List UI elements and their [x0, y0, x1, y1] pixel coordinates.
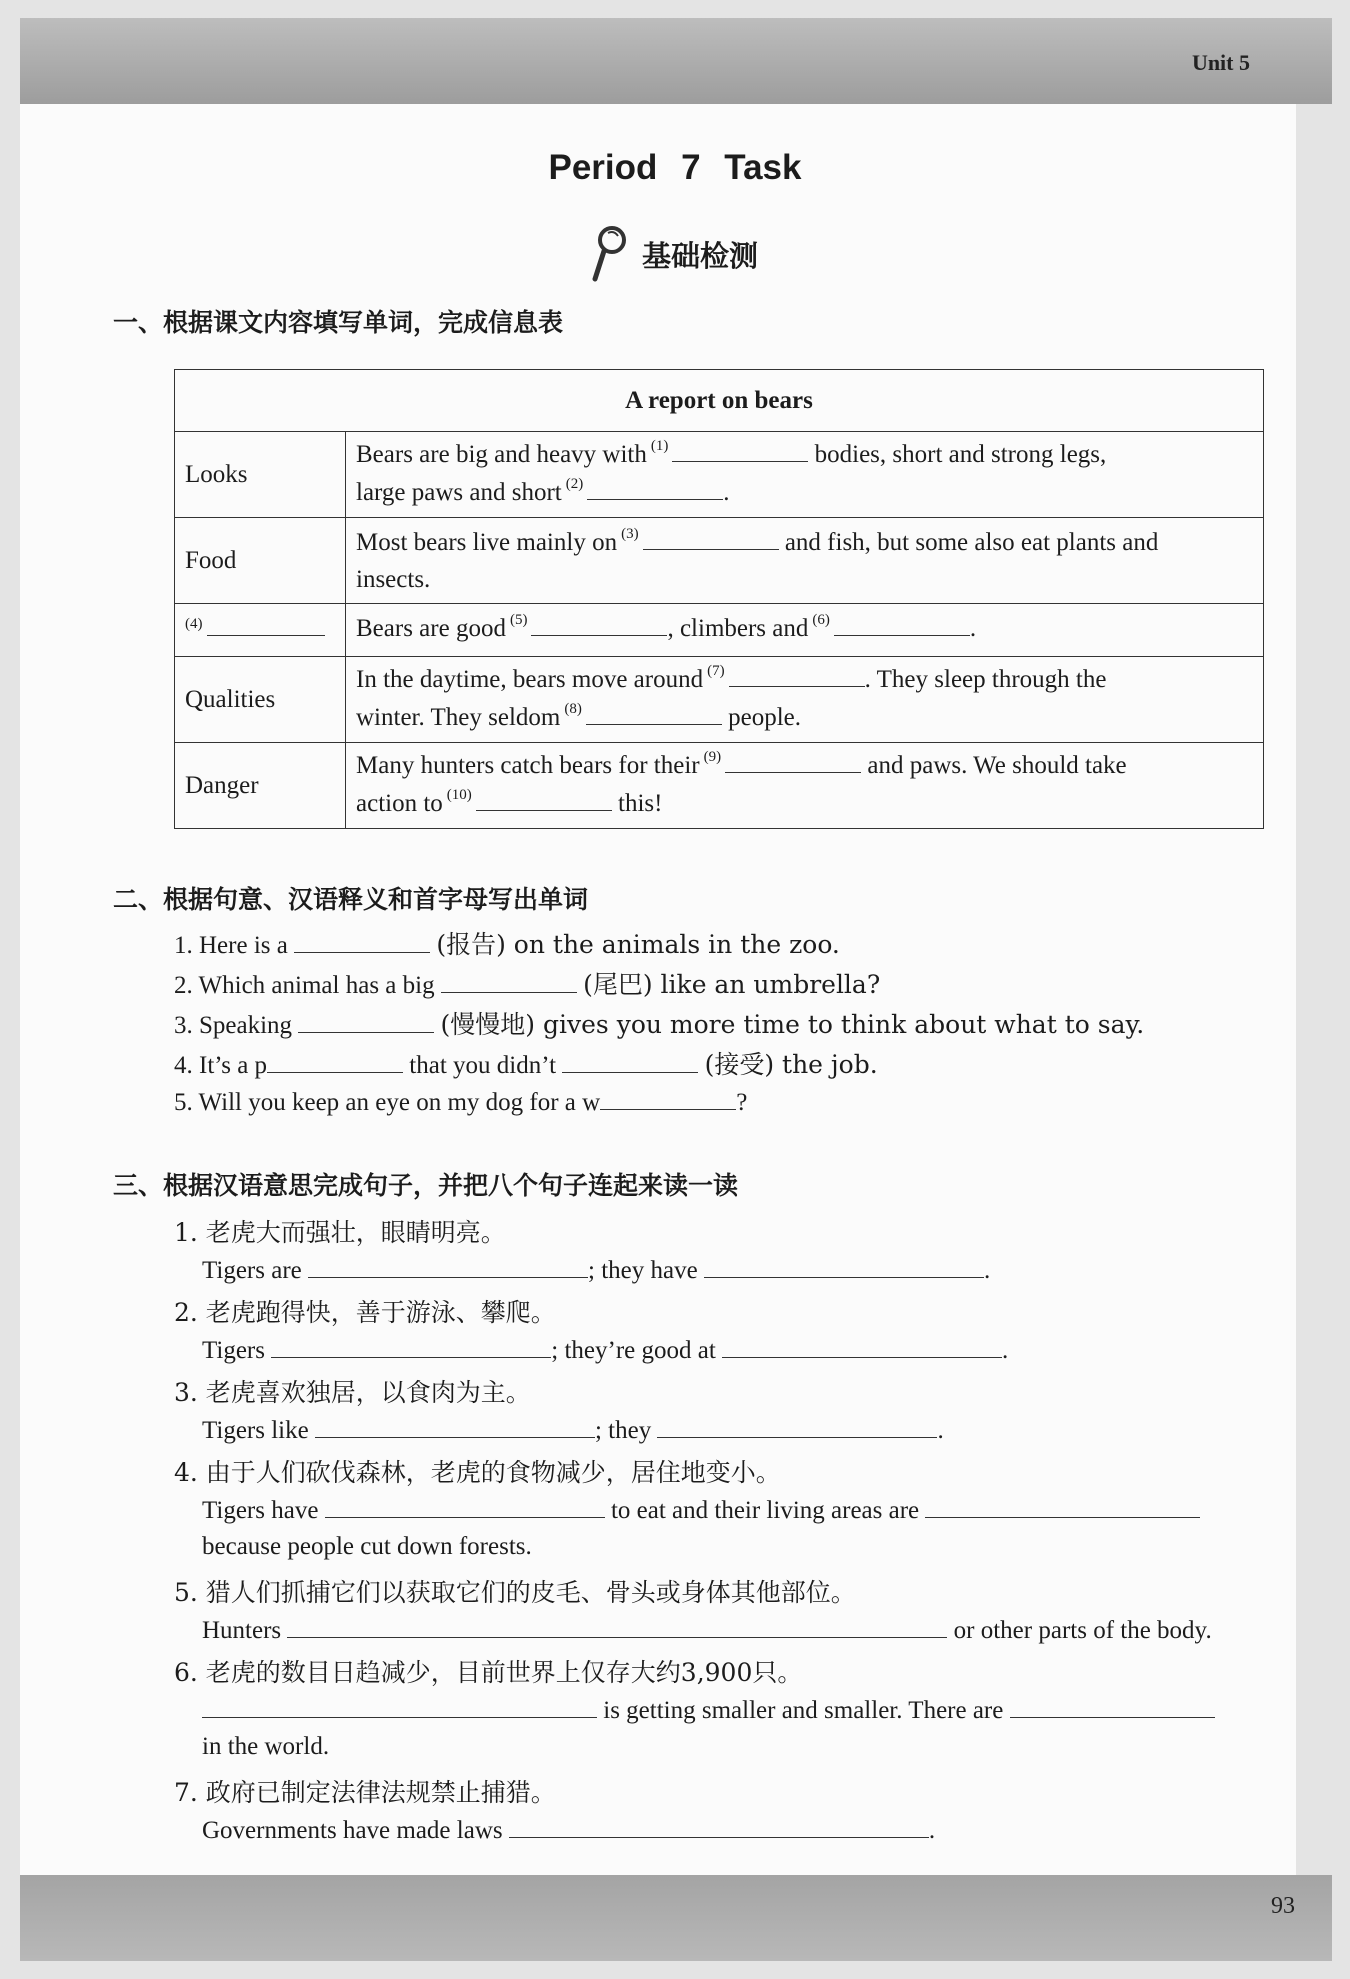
- row-content: Bears are good $^{(5)}$ , climbers and $^{(6)}$ .: [346, 604, 1264, 657]
- section1-heading: 一、根据课文内容填写单词，完成信息表: [113, 308, 564, 337]
- sentence-en: Tigers ; they’re good at .: [202, 1333, 1008, 1365]
- answer-blank[interactable]: [722, 1333, 1002, 1358]
- row-label: Qualities: [175, 657, 346, 743]
- sentence-en-cont: because people cut down forests.: [202, 1533, 532, 1560]
- row-label: (4): [175, 604, 346, 657]
- row-label: Food: [175, 518, 346, 604]
- sentence-en: Hunters or other parts of the body.: [202, 1613, 1212, 1645]
- answer-blank[interactable]: [562, 1048, 698, 1073]
- answer-blank[interactable]: [657, 1413, 937, 1438]
- answer-blank[interactable]: [925, 1493, 1200, 1518]
- table-header-row: [175, 370, 1264, 432]
- sentence-en-cont: in the world.: [202, 1733, 330, 1760]
- answer-blank[interactable]: [729, 662, 865, 687]
- page-number: 93: [1271, 1893, 1295, 1919]
- sentence-cn: 5. 猎人们抓捕它们以获取它们的皮毛、骨头或身体其他部位。: [174, 1578, 856, 1607]
- page-title: Period 7 Task: [548, 148, 802, 187]
- row-content: Many hunters catch bears for their $^{(9)}$ and paws. We should take action to $^{(10)}$ this!: [346, 743, 1264, 829]
- sentence-cn: 6. 老虎的数目日趋减少，目前世界上仅存大约3,900只。: [174, 1658, 803, 1687]
- answer-blank[interactable]: [704, 1253, 984, 1278]
- sentence-en: is getting smaller and smaller. There are: [202, 1693, 1215, 1725]
- answer-blank[interactable]: [725, 748, 861, 773]
- answer-blank[interactable]: [531, 611, 667, 636]
- answer-blank[interactable]: [207, 611, 325, 636]
- row-content: Bears are big and heavy with $^{(1)}$ bodies, short and strong legs, large paws and short $^{(2)}$ .: [346, 432, 1264, 518]
- answer-blank[interactable]: [202, 1693, 597, 1718]
- answer-blank[interactable]: [325, 1493, 605, 1518]
- table-row: [175, 657, 1264, 743]
- list-item: 1. Here is a (报告) on the animals in the zoo.: [174, 930, 840, 959]
- table-row: [175, 432, 1264, 518]
- row-label: Danger: [175, 743, 346, 829]
- table-row: [175, 743, 1264, 829]
- answer-blank[interactable]: [586, 700, 722, 725]
- unit-label: Unit 5: [1191, 50, 1250, 75]
- answer-blank[interactable]: [643, 525, 779, 550]
- table-title: A report on bears: [175, 370, 1264, 432]
- section-banner: [590, 224, 758, 284]
- sentence-cn: 4. 由于人们砍伐森林，老虎的食物减少，居住地变小。: [174, 1458, 781, 1487]
- answer-blank[interactable]: [476, 786, 612, 811]
- answer-blank[interactable]: [308, 1253, 588, 1278]
- top-scan-band: [20, 18, 1332, 104]
- list-item: 2. Which animal has a big (尾巴) like an umbrella?: [174, 970, 881, 999]
- answer-blank[interactable]: [1010, 1693, 1215, 1718]
- answer-blank[interactable]: [587, 475, 723, 500]
- sentence-en: Tigers like ; they .: [202, 1413, 944, 1445]
- row-label: Looks: [175, 432, 346, 518]
- answer-blank[interactable]: [298, 1008, 434, 1033]
- list-item: 3. Speaking (慢慢地) gives you more time to think about what to say.: [174, 1010, 1145, 1039]
- table-row: [175, 518, 1264, 604]
- sentence-en: Tigers are ; they have .: [202, 1253, 990, 1285]
- sentence-en: Governments have made laws .: [202, 1813, 935, 1845]
- magnifier-icon: [590, 224, 630, 284]
- section-banner-text: 基础检测: [642, 238, 759, 273]
- answer-blank[interactable]: [441, 968, 577, 993]
- answer-blank[interactable]: [600, 1085, 736, 1110]
- row-content: Most bears live mainly on $^{(3)}$ and fish, but some also eat plants and insects.: [346, 518, 1264, 604]
- sentence-en: Tigers have to eat and their living areas are: [202, 1493, 1200, 1525]
- bottom-scan-band: [20, 1875, 1332, 1961]
- answer-blank[interactable]: [672, 437, 808, 462]
- sentence-cn: 7. 政府已制定法律法规禁止捕猎。: [174, 1778, 556, 1807]
- sentence-cn: 3. 老虎喜欢独居，以食肉为主。: [174, 1378, 531, 1407]
- answer-blank[interactable]: [315, 1413, 595, 1438]
- answer-blank[interactable]: [834, 611, 970, 636]
- answer-blank[interactable]: [294, 928, 430, 953]
- table-row: [175, 604, 1264, 657]
- list-item: 5. Will you keep an eye on my dog for a w ?: [174, 1085, 747, 1117]
- sentence-cn: 2. 老虎跑得快，善于游泳、攀爬。: [174, 1298, 556, 1327]
- section3-heading: 三、根据汉语意思完成句子，并把八个句子连起来读一读: [113, 1171, 739, 1200]
- list-item: 4. It’s a p that you didn’t (接受) the job.: [174, 1050, 878, 1079]
- sentence-cn: 1. 老虎大而强壮，眼睛明亮。: [174, 1218, 506, 1247]
- answer-blank[interactable]: [509, 1813, 929, 1838]
- answer-blank[interactable]: [267, 1048, 403, 1073]
- row-content: In the daytime, bears move around $^{(7)}$ . They sleep through the winter. They seldom $^{(8)}$ people.: [346, 657, 1264, 743]
- answer-blank[interactable]: [271, 1333, 551, 1358]
- bears-report-table: [174, 369, 1264, 829]
- answer-blank[interactable]: [287, 1613, 947, 1638]
- section2-heading: 二、根据句意、汉语释义和首字母写出单词: [113, 885, 589, 914]
